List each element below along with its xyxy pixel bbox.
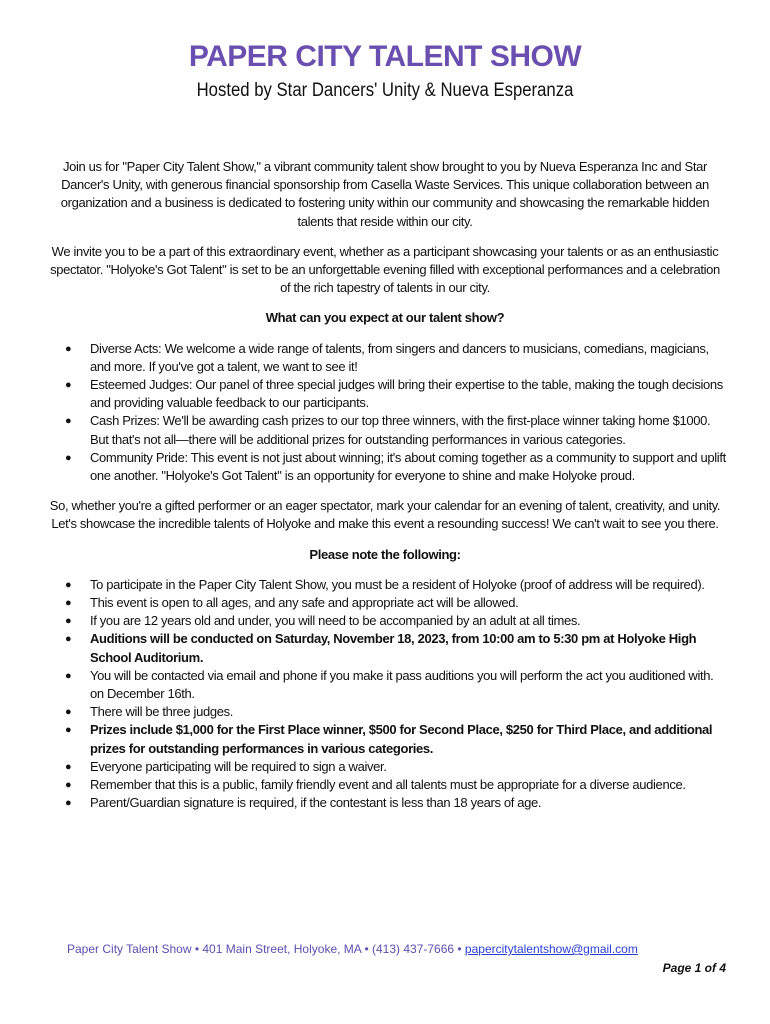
document-body: [44, 158, 726, 825]
list-item: [65, 340, 726, 376]
list-item: [65, 667, 726, 703]
list-item-text: You will be contacted via email and phone if you make it pass auditions you will perform the act you auditioned with. on December 16th.: [90, 667, 714, 702]
list-item: [65, 794, 726, 812]
list-item-text: Everyone participating will be required to sign a waiver.: [90, 758, 387, 774]
list-item-text: This event is open to all ages, and any safe and appropriate act will be allowed.: [90, 595, 519, 611]
bullet-icon: ●: [65, 597, 72, 610]
list-item-text: Prizes include $1,000 for the First Place winner, $500 for Second Place, $250 for Third Place, and additional prizes for outstanding performances in various categories.: [90, 722, 713, 756]
bullet-icon: ●: [65, 342, 72, 355]
page-title: PAPER CITY TALENT SHOW: [188, 40, 582, 73]
bullet-icon: ●: [65, 451, 72, 464]
expect-heading: What can you expect at our talent show?: [265, 310, 505, 326]
expect-list: [44, 340, 726, 486]
list-item: [65, 594, 726, 612]
list-item: [65, 758, 726, 776]
footer-address: Paper City Talent Show • 401 Main Street, Holyoke, MA • (413) 437-7666 •: [67, 942, 465, 956]
page-footer: [67, 942, 727, 956]
footer-email-link[interactable]: papercitytalentshow@gmail.com: [464, 942, 638, 956]
bullet-icon: ●: [65, 578, 72, 591]
bullet-icon: ●: [65, 706, 72, 719]
list-item: [65, 776, 726, 794]
page-number: Page 1 of 4: [662, 961, 726, 975]
notes-heading: Please note the following:: [309, 546, 461, 562]
intro-paragraph-1: Join us for "Paper City Talent Show," a vibrant community talent show brought to you by Nueva Esperanza Inc and Star Dancer's Unity, with generous financial sponsorship from Casella Waste Services. This unique collaboration between an organization and a business is dedicated to fostering unity within our community and showcasing the remarkable hidden talents that reside within our city.: [60, 159, 710, 229]
list-item: [65, 449, 726, 485]
list-item-text: Auditions will be conducted on Saturday, November 18, 2023, from 10:00 am to 5:30 pm at Holyoke High School Auditorium.: [90, 631, 697, 665]
list-item-text: There will be three judges.: [90, 704, 234, 720]
list-item: [65, 412, 726, 448]
list-item-text: Cash Prizes: We'll be awarding cash prizes to our top three winners, with the first-place winner taking home $1000. But that's not all—there will be additional prizes for outstanding performances in various categories.: [90, 413, 711, 447]
intro-paragraph-2: We invite you to be a part of this extraordinary event, whether as a participant showcasing your talents or as an enthusiastic spectator. "Holyoke's Got Talent" is set to be an unforgettable evening filled with exceptional performances and a celebration of the rich tapestry of talents in our city.: [50, 243, 720, 296]
list-item-text: To participate in the Paper City Talent Show, you must be a resident of Holyoke (proof of address will be required).: [90, 576, 705, 592]
list-item-text: Diverse Acts: We welcome a wide range of talents, from singers and dancers to musicians, comedians, magicians, and more. If you've got a talent, we want to see it!: [90, 340, 709, 374]
list-item: [65, 376, 726, 412]
closing-paragraph: So, whether you're a gifted performer or an eager spectator, mark your calendar for an evening of talent, creativity, and unity. Let's showcase the incredible talents of Holyoke and make this event a resounding success! We can't wait to see you there.: [49, 498, 721, 532]
bullet-icon: ●: [65, 760, 72, 773]
bullet-icon: ●: [65, 615, 72, 628]
list-item: [65, 612, 726, 630]
list-item: [65, 721, 726, 757]
list-item-text: Community Pride: This event is not just about winning; it's about coming together as a community to support and uplift one another. "Holyoke's Got Talent" is an opportunity for everyone to shine and make Holyoke proud.: [90, 449, 726, 484]
bullet-icon: ●: [65, 379, 72, 392]
list-item: [65, 576, 726, 594]
list-item-text: Remember that this is a public, family friendly event and all talents must be appropriate for a diverse audience.: [90, 777, 686, 793]
page-subtitle: Hosted by Star Dancers' Unity & Nueva Esperanza: [196, 80, 574, 101]
notes-list: [44, 576, 726, 813]
list-item-text: If you are 12 years old and under, you will need to be accompanied by an adult at all times.: [90, 613, 581, 629]
bullet-icon: ●: [65, 797, 72, 810]
bullet-icon: ●: [65, 633, 72, 646]
bullet-icon: ●: [65, 724, 72, 737]
list-item: [65, 703, 726, 721]
list-item: [65, 630, 726, 666]
list-item-text: Parent/Guardian signature is required, if the contestant is less than 18 years of age.: [90, 795, 542, 811]
bullet-icon: ●: [65, 669, 72, 682]
list-item-text: Esteemed Judges: Our panel of three special judges will bring their expertise to the table, making the tough decisions and providing valuable feedback to our participants.: [90, 377, 723, 411]
bullet-icon: ●: [65, 779, 72, 792]
bullet-icon: ●: [65, 415, 72, 428]
